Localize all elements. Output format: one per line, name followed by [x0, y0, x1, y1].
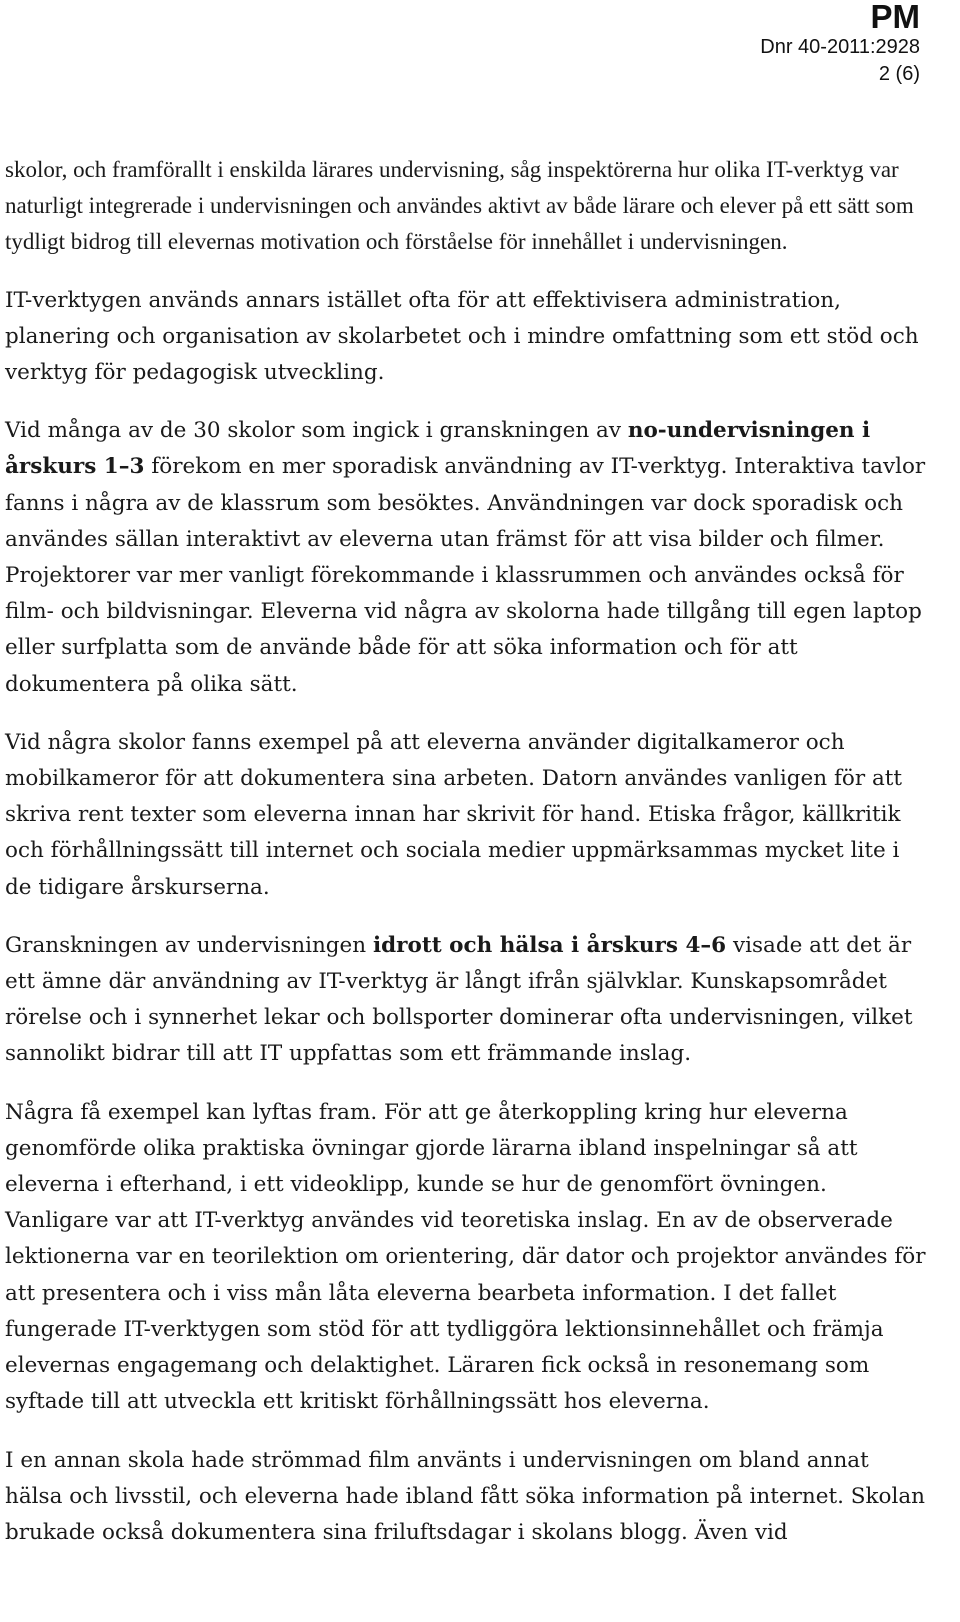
document-type-label: PM	[870, 0, 920, 35]
paragraph-7: I en annan skola hade strömmad film använts i undervisningen om bland annat hälsa och livsstil, och eleverna hade ibland fått söka information på internet. Skolan brukade också dokumentera sina friluftsdagar i skolans blogg. Även vid	[5, 1447, 926, 1545]
paragraph-5-rest: visade att det är ett ämne där användning av IT-verktyg är långt ifrån självklar. Kunskapsområdet rörelse och i synnerhet lekar och bollsporter dominerar ofta undervisningen, vilket sannolikt bidrar till att IT uppfattas som ett främmande inslag.	[5, 932, 913, 1067]
paragraph-3-lead: Vid många av de 30 skolor som ingick i granskningen av	[5, 418, 628, 444]
paragraph-3-rest: förekom en mer sporadisk användning av IT-verktyg. Interaktiva tavlor fanns i några av de klassrum som besöktes. Användningen var dock sporadisk och användes sällan interaktivt av eleverna utan främst för att visa bilder och filmer. Projektorer var mer vanligt förekommande i klassrummen och användes också för film- och bildvisningar. Eleverna vid några av skolorna hade tillgång till egen laptop eller surfplatta som de använde både för att söka information och för att dokumentera på olika sätt.	[5, 454, 926, 697]
paragraph-6: Några få exempel kan lyftas fram. För att ge återkoppling kring hur eleverna genomförde olika praktiska övningar gjorde lärarna ibland inspelningar så att eleverna i efterhand, i ett videoklipp, kunde se hur de genomfört övningen. Vanligare var att IT-verktyg användes vid teoretiska inslag. En av de observerade lektionerna var en teorilektion om orientering, där dator och projektor användes för att presentera och i viss mån låta eleverna bearbeta information. I det fallet fungerade IT-verktygen som stöd för att tydliggöra lektionsinnehållet och främja elevernas engagemang och delaktighet. Läraren fick också in resonemang som syftade till att utveckla ett kritiskt förhållningssätt hos eleverna.	[5, 1099, 926, 1415]
document-body	[5, 152, 927, 1551]
paragraph-5-emphasis: idrott och hälsa i årskurs 4–6	[372, 932, 727, 958]
paragraph-5-lead: Granskningen av undervisningen	[5, 932, 373, 958]
paragraph-4: Vid några skolor fanns exempel på att eleverna använder digitalkameror och mobilkameror för att dokumentera sina arbeten. Datorn användes vanligen för att skriva rent texter som eleverna innan har skrivit för hand. Etiska frågor, källkritik och förhållningssätt till internet och sociala medier uppmärksammas mycket lite i de tidigare årskurserna.	[5, 729, 903, 900]
paragraph-5	[5, 928, 927, 1073]
paragraph-1: skolor, och framförallt i enskilda lärares undervisning, såg inspektörerna hur olika IT-verktyg var naturligt integrerade i undervisningen och användes aktivt av både lärare och elever på ett sätt som tydligt bidrog till elevernas motivation och förståelse för innehållet i undervisningen.	[5, 157, 914, 255]
paragraph-3	[5, 413, 927, 703]
paragraph-2: IT-verktygen används annars istället ofta för att effektivisera administration, planering och organisation av skolarbetet och i mindre omfattning som ett stöd och verktyg för pedagogisk utveckling.	[5, 287, 919, 386]
page-number: 2 (6)	[878, 63, 920, 85]
paragraph-3-emphasis: no-undervisningen i årskurs 1–3	[5, 418, 871, 480]
registration-number: Dnr 40-2011:2928	[760, 36, 920, 58]
page-header	[760, 0, 920, 88]
